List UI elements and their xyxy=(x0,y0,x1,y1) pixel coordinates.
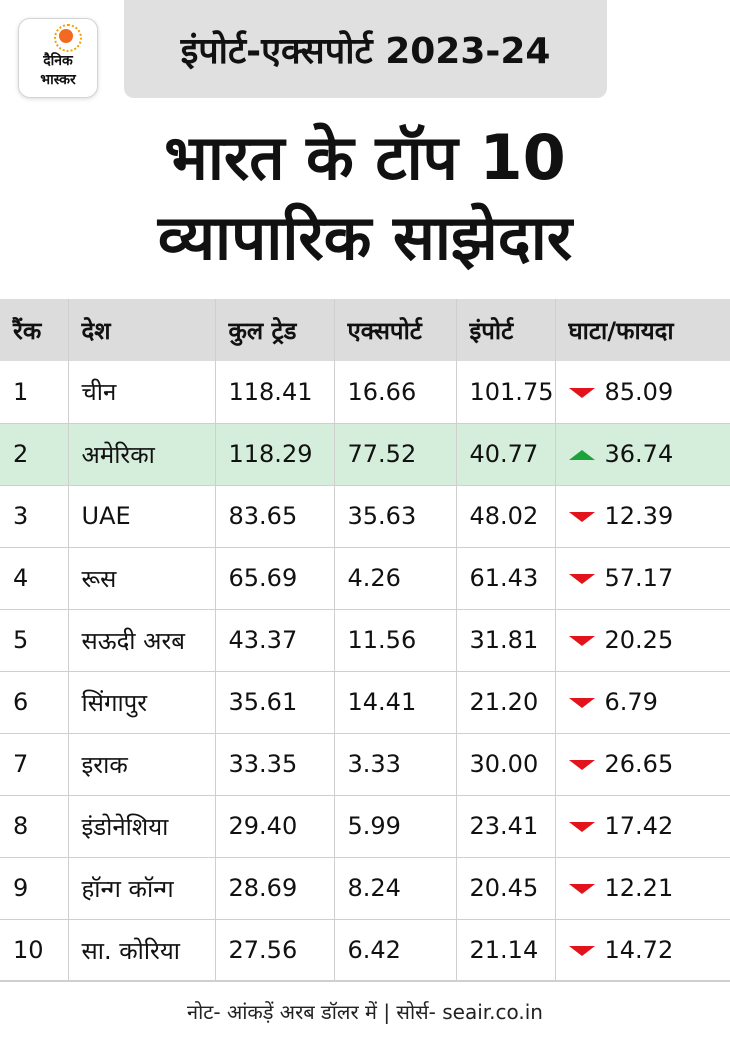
balance-value: 85.09 xyxy=(604,377,674,406)
import-cell: 21.20 xyxy=(456,671,555,733)
table-row xyxy=(0,547,730,609)
import-cell: 21.14 xyxy=(456,919,555,981)
triangle-down-icon xyxy=(569,884,595,894)
triangle-down-icon xyxy=(569,698,595,708)
balance-value: 6.79 xyxy=(604,688,658,716)
column-header-export: एक्सपोर्ट xyxy=(334,299,456,361)
import-cell: 101.75 xyxy=(456,361,555,423)
table-row xyxy=(0,485,730,547)
total-trade-cell: 28.69 xyxy=(215,857,334,919)
trade-partners-table xyxy=(0,299,730,982)
rank-cell: 6 xyxy=(0,671,68,733)
country-cell: इराक xyxy=(68,733,215,795)
triangle-down-icon xyxy=(569,388,595,398)
balance-cell xyxy=(555,547,730,609)
country-cell: इंडोनेशिया xyxy=(68,795,215,857)
rank-cell: 8 xyxy=(0,795,68,857)
rank-cell: 9 xyxy=(0,857,68,919)
export-cell: 77.52 xyxy=(334,423,456,485)
triangle-down-icon xyxy=(569,822,595,832)
rank-cell: 7 xyxy=(0,733,68,795)
export-cell: 6.42 xyxy=(334,919,456,981)
export-cell: 35.63 xyxy=(334,485,456,547)
balance-cell xyxy=(555,609,730,671)
export-cell: 4.26 xyxy=(334,547,456,609)
total-trade-cell: 83.65 xyxy=(215,485,334,547)
logo-text-line2: भास्कर xyxy=(40,72,76,88)
total-trade-cell: 35.61 xyxy=(215,671,334,733)
title-line2: व्यापारिक साझेदार xyxy=(157,201,573,274)
rank-cell: 3 xyxy=(0,485,68,547)
rank-cell: 5 xyxy=(0,609,68,671)
import-cell: 40.77 xyxy=(456,423,555,485)
footer-divider xyxy=(0,980,730,981)
triangle-down-icon xyxy=(569,636,595,646)
title-line1: भारत के टॉप 10 xyxy=(164,121,566,194)
import-cell: 31.81 xyxy=(456,609,555,671)
import-cell: 30.00 xyxy=(456,733,555,795)
column-header-rank: रैंक xyxy=(0,299,68,361)
import-cell: 48.02 xyxy=(456,485,555,547)
total-trade-cell: 27.56 xyxy=(215,919,334,981)
triangle-up-icon xyxy=(569,450,595,460)
table-row xyxy=(0,423,730,485)
import-cell: 23.41 xyxy=(456,795,555,857)
total-trade-cell: 118.29 xyxy=(215,423,334,485)
total-trade-cell: 118.41 xyxy=(215,361,334,423)
column-header-total-trade: कुल ट्रेड xyxy=(215,299,334,361)
triangle-down-icon xyxy=(569,512,595,522)
balance-value: 57.17 xyxy=(604,564,674,592)
country-cell: हॉन्ग कॉन्ग xyxy=(68,857,215,919)
country-cell: सा. कोरिया xyxy=(68,919,215,981)
balance-value: 12.21 xyxy=(604,874,674,902)
balance-cell xyxy=(555,795,730,857)
import-cell: 20.45 xyxy=(456,857,555,919)
import-cell: 61.43 xyxy=(456,547,555,609)
balance-cell xyxy=(555,733,730,795)
total-trade-cell: 43.37 xyxy=(215,609,334,671)
table-header-row xyxy=(0,299,730,361)
logo-text-line1: दैनिक xyxy=(43,53,73,69)
export-cell: 11.56 xyxy=(334,609,456,671)
triangle-down-icon xyxy=(569,946,595,956)
country-cell: सऊदी अरब xyxy=(68,609,215,671)
total-trade-cell: 65.69 xyxy=(215,547,334,609)
triangle-down-icon xyxy=(569,760,595,770)
table-row xyxy=(0,733,730,795)
rank-cell: 2 xyxy=(0,423,68,485)
rank-cell: 1 xyxy=(0,361,68,423)
country-cell: रूस xyxy=(68,547,215,609)
balance-value: 26.65 xyxy=(604,750,674,778)
footer-note: नोट- आंकड़ें अरब डॉलर में | सोर्स- seair.co.in xyxy=(187,1000,543,1024)
table-row xyxy=(0,609,730,671)
triangle-down-icon xyxy=(569,574,595,584)
export-cell: 3.33 xyxy=(334,733,456,795)
rank-cell: 4 xyxy=(0,547,68,609)
export-cell: 5.99 xyxy=(334,795,456,857)
sun-icon xyxy=(59,29,73,43)
rank-cell: 10 xyxy=(0,919,68,981)
balance-cell xyxy=(555,857,730,919)
column-header-balance: घाटा/फायदा xyxy=(555,299,730,361)
header-tag: इंपोर्ट-एक्सपोर्ट 2023-24 xyxy=(124,0,607,98)
country-cell: UAE xyxy=(68,485,215,547)
country-cell: सिंगापुर xyxy=(68,671,215,733)
country-cell: चीन xyxy=(68,361,215,423)
balance-value: 36.74 xyxy=(604,440,674,468)
column-header-import: इंपोर्ट xyxy=(456,299,555,361)
table-row xyxy=(0,857,730,919)
balance-value: 12.39 xyxy=(604,502,674,530)
table-row xyxy=(0,919,730,981)
balance-value: 14.72 xyxy=(604,936,674,964)
export-cell: 14.41 xyxy=(334,671,456,733)
table-row xyxy=(0,795,730,857)
balance-value: 17.42 xyxy=(604,812,674,840)
balance-cell xyxy=(555,919,730,981)
total-trade-cell: 33.35 xyxy=(215,733,334,795)
balance-cell xyxy=(555,423,730,485)
dainik-bhaskar-logo xyxy=(18,18,98,98)
balance-cell xyxy=(555,361,730,423)
column-header-country: देश xyxy=(68,299,215,361)
total-trade-cell: 29.40 xyxy=(215,795,334,857)
country-cell: अमेरिका xyxy=(68,423,215,485)
balance-value: 20.25 xyxy=(604,626,674,654)
balance-cell xyxy=(555,485,730,547)
export-cell: 16.66 xyxy=(334,361,456,423)
table-row xyxy=(0,361,730,423)
table-row xyxy=(0,671,730,733)
balance-cell xyxy=(555,671,730,733)
export-cell: 8.24 xyxy=(334,857,456,919)
